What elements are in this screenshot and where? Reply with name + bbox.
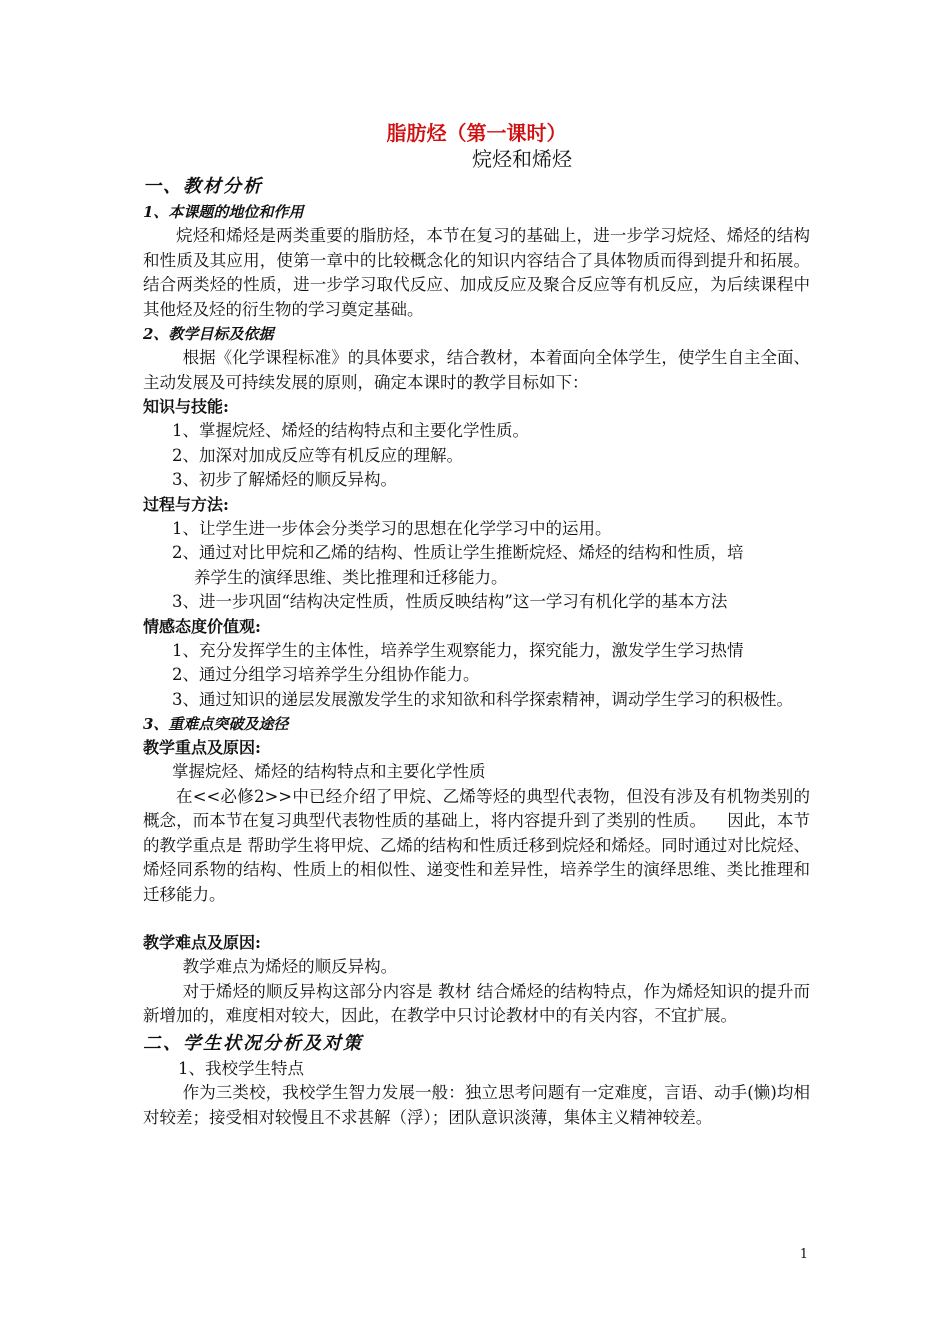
process-item: 2、通过对比甲烷和乙烯的结构、性质让学生推断烷烃、烯烃的结构和性质，培 [172,543,744,562]
doc-title: 脂肪烃（第一课时） [386,121,567,145]
spacer [143,907,810,931]
difficulty-reason: 对于烯烃的顺反异构这部分内容是 教材 结合烯烃的结构特点，作为烯烃知识的提升而新增加的，难度相对较大，因此，在教学中只讨论教材中的有关内容，不宜扩展。 [143,981,810,1025]
process-item: 3、进一步巩固“结构决定性质，性质反映结构”这一学习有机化学的基本方法 [172,592,728,611]
knowledge-item: 2、加深对加成反应等有机反应的理解。 [172,445,463,465]
knowledge-item: 3、初步了解烯烃的顺反异构。 [172,470,397,489]
focus-statement: 掌握烷烃、烯烃的结构特点和主要化学性质 [172,762,486,781]
doc-subtitle: 烷烃和烯烃 [472,147,572,171]
focus-heading: 教学重点及原因: [143,738,261,757]
sub1-heading: 1、本课题的地位和作用 [143,203,304,221]
difficulty-heading: 教学难点及原因: [143,933,261,952]
emotion-heading: 情感态度价值观: [143,616,261,636]
emotion-item: 1、充分发挥学生的主体性，培养学生观察能力，探究能力，激发学生学习热情 [172,640,744,660]
emotion-item: 2、通过分组学习培养学生分组协作能力。 [172,665,480,684]
section2-paragraph: 作为三类校，我校学生智力发展一般：独立思考问题有一定难度，言语、动手(懒)均相对较差；接受相对较慢且不求甚解（浮）；团队意识淡薄，集体主义精神较差。 [143,1083,810,1127]
knowledge-heading: 知识与技能: [143,397,229,416]
difficulty-statement: 教学难点为烯烃的顺反异构。 [182,957,398,976]
section2-heading: 二、学生状况分析及对策 [143,1032,363,1054]
section2-item: 1、我校学生特点 [178,1058,304,1078]
sub2-heading: 2、教学目标及依据 [143,325,274,343]
focus-reason: 在<<必修2>>中已经介绍了甲烷、乙烯等烃的典型代表物，但没有涉及有机物类别的概念，而本节在复习典型代表物性质的基础上，将内容提升到了类别的性质。 因此，本节的教学重点是 帮助学生将甲烷、乙烯的结构和性质迁移到烷烃和烯烃。同时通过对比烷烃、烯烃同系物的结构、性质上的相似性、递变性和差异性，培养学生的演绎思维、类比推理和迁移能力。 [143,786,810,904]
process-item-continued: 养学生的演绎思维、类比推理和迁移能力。 [194,567,508,587]
process-item: 1、让学生进一步体会分类学习的思想在化学学习中的运用。 [172,518,612,538]
section1-heading: 一、教材分析 [143,176,263,197]
knowledge-item: 1、掌握烷烃、烯烃的结构特点和主要化学性质。 [172,421,529,440]
process-heading: 过程与方法: [143,494,229,514]
page-number: 1 [799,1247,808,1262]
sub2-paragraph: 根据《化学课程标准》的具体要求，结合教材，本着面向全体学生，使学生自主全面、主动发展及可持续发展的原则，确定本课时的教学目标如下： [143,348,810,392]
emotion-item: 3、通过知识的递层发展激发学生的求知欲和科学探索精神，调动学生学习的积极性。 [172,689,793,709]
sub3-heading: 3、重难点突破及途径 [143,715,289,733]
sub1-paragraph: 烷烃和烯烃是两类重要的脂肪烃，本节在复习的基础上，进一步学习烷烃、烯烃的结构和性质及其应用，使第一章中的比较概念化的知识内容结合了具体物质而得到提升和拓展。结合两类烃的性质，进一步学习取代反应、加成反应及聚合反应等有机反应，为后续课程中其他烃及烃的衍生物的学习奠定基础。 [143,226,810,319]
